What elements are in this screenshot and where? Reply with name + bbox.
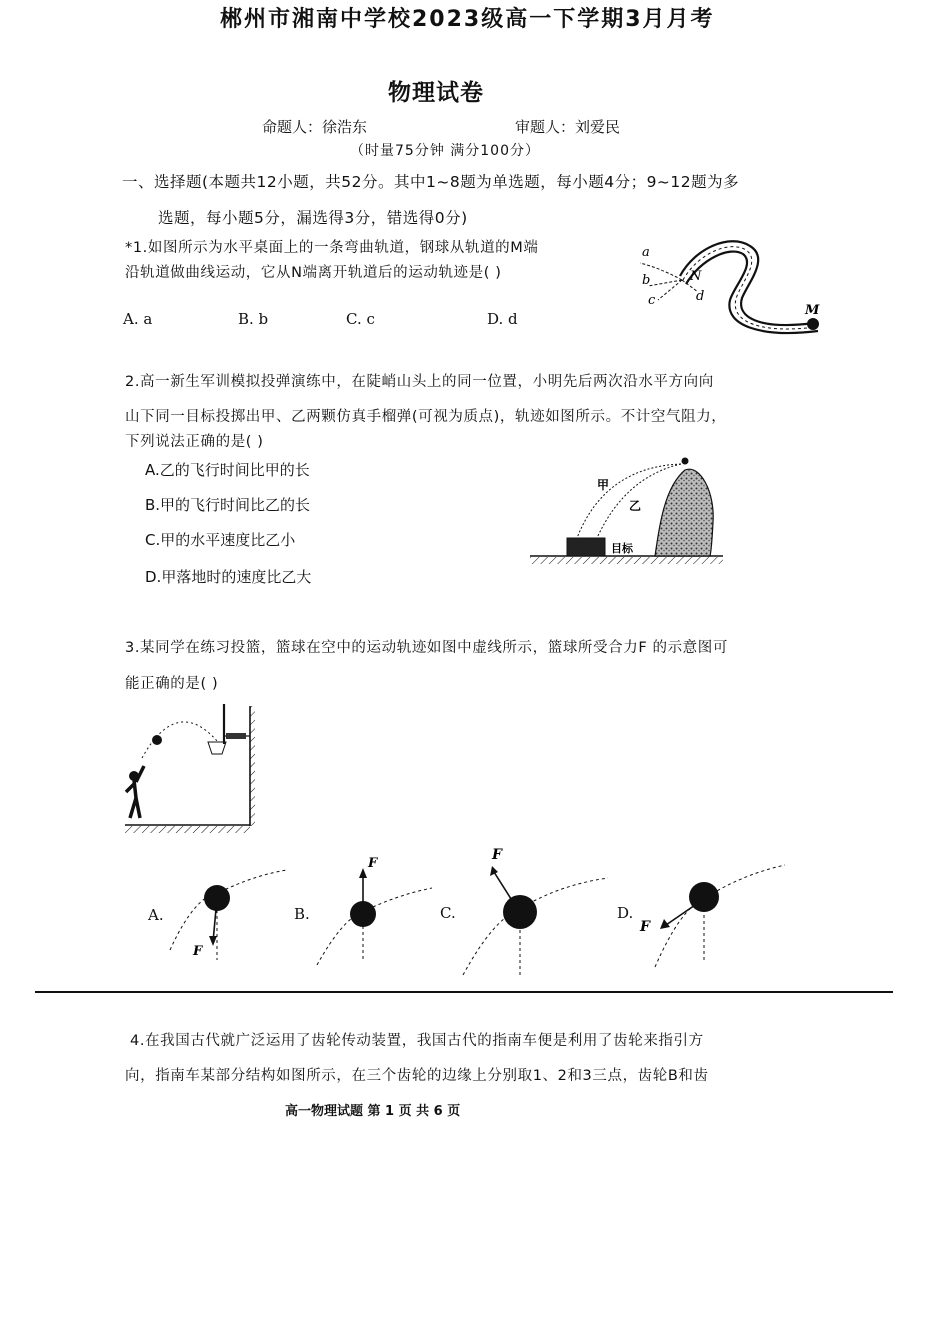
section-heading-line2: 选题，每小题5分，漏选得3分，错选得0分)	[158, 209, 468, 227]
q2-label-target: 目标	[611, 542, 633, 555]
q4-line1: 4.在我国古代就广泛运用了齿轮传动装置，我国古代的指南车便是利用了齿轮来指引方	[130, 1033, 704, 1049]
time-info: （时量75分钟 满分100分）	[350, 143, 540, 159]
q3-option-d-diagram	[630, 855, 790, 970]
q3-option-b-diagram	[312, 850, 442, 970]
q1-line1: *1.如图所示为水平桌面上的一条弯曲轨道，钢球从轨道的M端	[125, 240, 539, 256]
q1-label-m: M	[805, 303, 820, 318]
q1-label-b: b	[642, 273, 651, 288]
q2-option-c: C.甲的水平速度比乙小	[145, 531, 296, 549]
q1-label-d: d	[696, 289, 705, 304]
q1-option-a: A. a	[123, 310, 153, 328]
q3-a-force-label: F	[193, 944, 203, 959]
q2-mountain-figure	[525, 452, 730, 572]
page-footer: 高一物理试题 第 1 页 共 6 页	[285, 1104, 461, 1119]
q3-line1: 3.某同学在练习投篮，篮球在空中的运动轨迹如图中虚线所示，篮球所受合力F 的示意图可	[125, 640, 728, 656]
page-divider	[35, 991, 893, 993]
q3-option-c: C.	[440, 904, 456, 922]
q2-option-b: B.甲的飞行时间比乙的长	[145, 496, 311, 514]
q1-track-figure	[630, 228, 835, 340]
q2-thrower-icon	[682, 458, 689, 465]
q1-option-d: D. d	[487, 310, 518, 328]
q1-label-c: c	[648, 293, 656, 308]
q2-option-a: A.乙的飞行时间比甲的长	[145, 461, 310, 479]
q1-label-a: a	[642, 245, 650, 260]
q1-steel-ball	[807, 318, 819, 330]
q2-line1: 2.高一新生军训模拟投弹演练中，在陡峭山头上的同一位置，小明先后两次沿水平方向向	[125, 374, 714, 390]
q2-option-d: D.甲落地时的速度比乙大	[145, 568, 312, 586]
reviewer-label: 审题人：刘爱民	[515, 118, 621, 136]
q1-line2: 沿轨道做曲线运动，它从N端离开轨道后的运动轨迹是( )	[125, 265, 502, 281]
page-title: 物理试卷	[388, 80, 484, 106]
q3-option-d: D.	[617, 904, 634, 922]
q3-option-a: A.	[148, 906, 164, 924]
q2-line3: 下列说法正确的是( )	[125, 434, 264, 450]
q3-option-c-diagram	[458, 840, 613, 980]
section-heading-line1: 一、选择题(本题共12小题，共52分。其中1~8题为单选题，每小题4分；9~12题为多	[122, 173, 740, 191]
q1-option-b: B. b	[238, 310, 269, 328]
q3-b-force-label: F	[368, 856, 378, 871]
q3-line2: 能正确的是( )	[125, 676, 219, 692]
q3-c-force-label: F	[492, 847, 502, 863]
q4-line2: 向，指南车某部分结构如图所示，在三个齿轮的边缘上分别取1、2和3三点，齿轮B和齿	[125, 1068, 709, 1084]
q3-option-a-diagram	[165, 860, 295, 970]
q2-label-yi: 乙	[629, 499, 642, 513]
q1-option-c: C. c	[346, 310, 375, 328]
q2-target-box	[567, 538, 605, 556]
q3-basketball-figure	[122, 700, 257, 840]
q3-d-force-label: F	[640, 919, 650, 935]
q1-label-n: N	[690, 269, 702, 284]
author-label: 命题人：徐浩东	[262, 118, 368, 136]
q2-label-jia: 甲	[597, 478, 610, 492]
q3-option-b: B.	[294, 905, 310, 923]
header-cut-title: 郴州市湘南中学校2023级高一下学期3月月考	[220, 7, 715, 32]
q2-line2: 山下同一目标投掷出甲、乙两颗仿真手榴弹(可视为质点)，轨迹如图所示。不计空气阻力，	[125, 409, 727, 425]
q3-basketball-icon	[152, 735, 162, 745]
